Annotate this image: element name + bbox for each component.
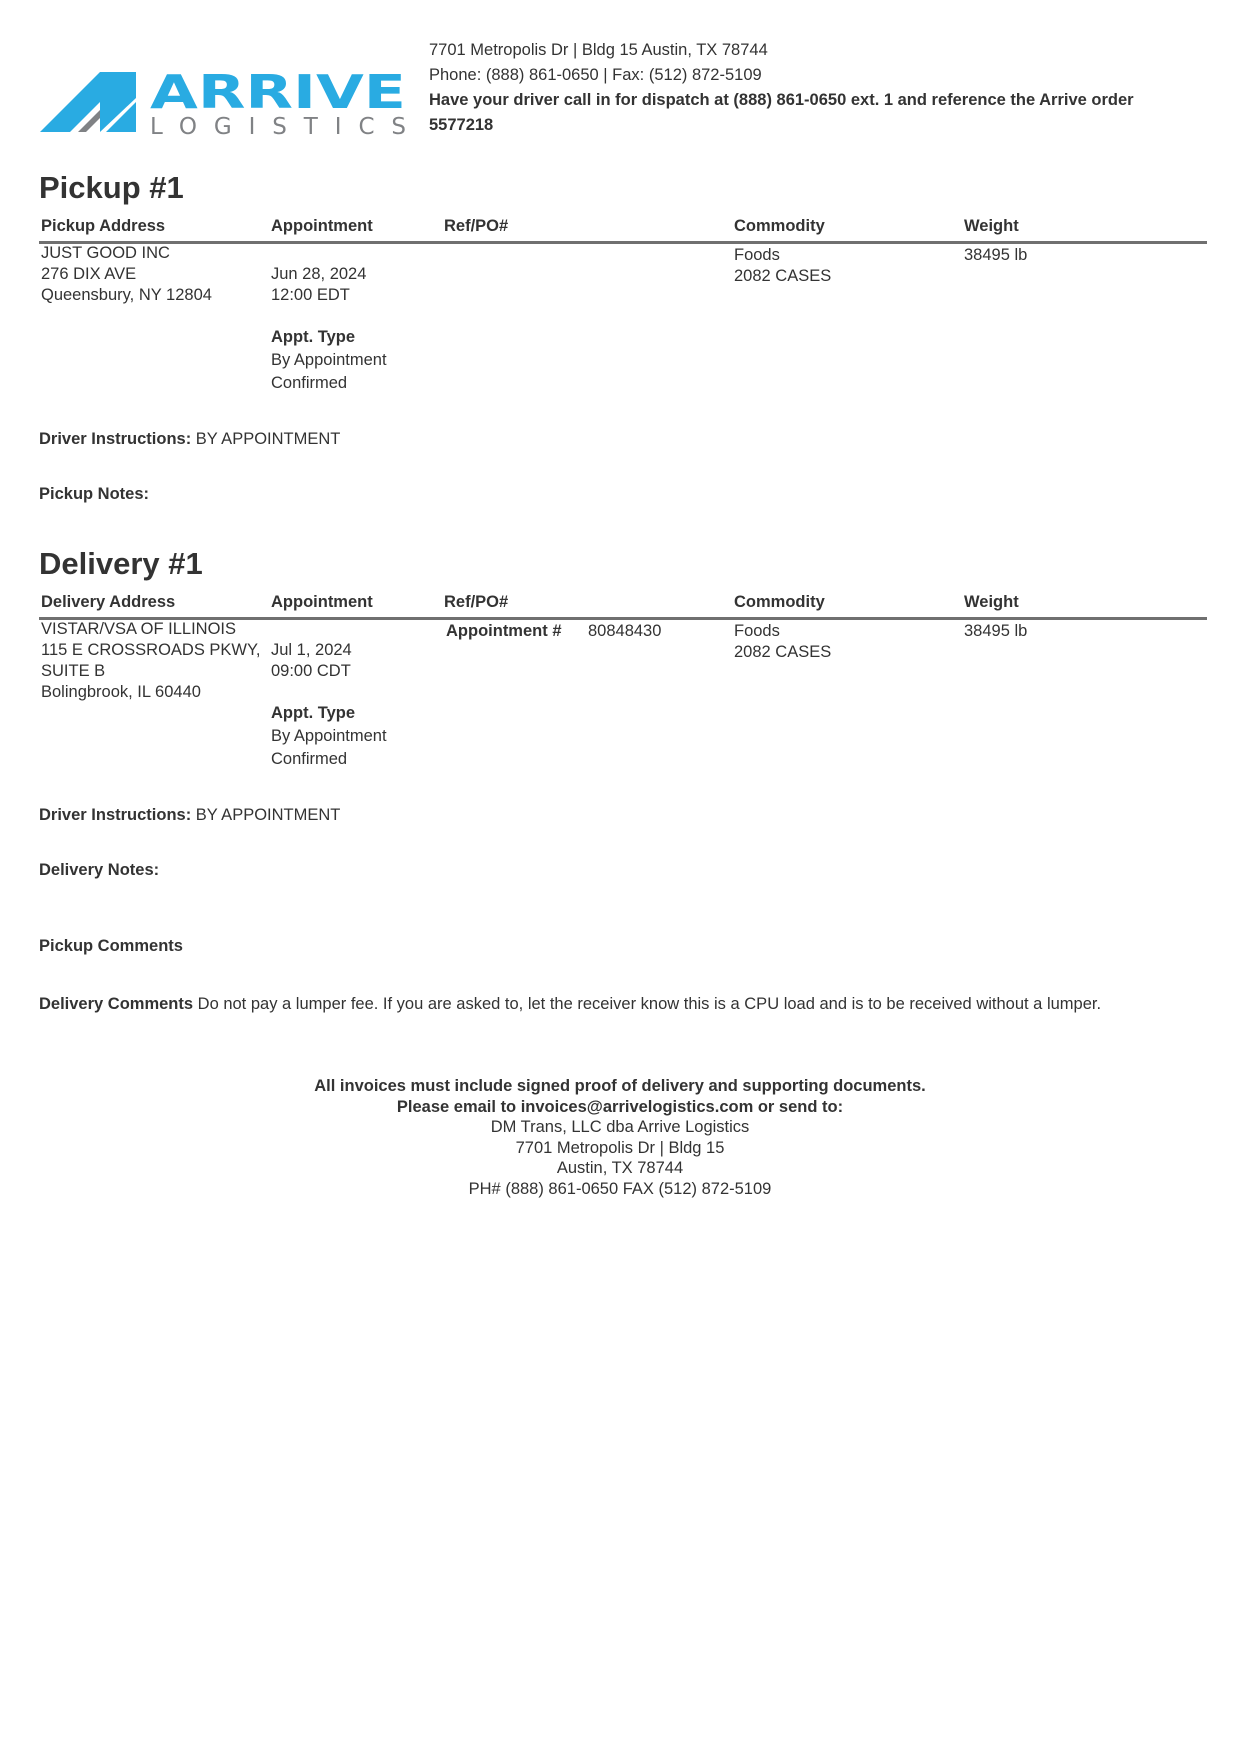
- col-appointment: Appointment: [271, 593, 373, 611]
- company-header-info: [429, 38, 1189, 138]
- delivery-ref-label-text: Appointment #: [446, 622, 562, 640]
- delivery-appt-date: Jul 1, 2024: [271, 641, 352, 659]
- pickup-comments: [39, 937, 183, 956]
- svg-text:LOGISTICS: LOGISTICS: [150, 114, 406, 138]
- delivery-commodity-name: Foods: [734, 622, 780, 640]
- delivery-address-line: 115 E CROSSROADS PKWY,: [41, 641, 261, 659]
- col-delivery-address: Delivery Address: [41, 593, 176, 611]
- delivery-appt-status: Confirmed: [271, 750, 348, 768]
- pickup-address: [41, 243, 212, 306]
- footer-invoice-requirement: All invoices must include signed proof of delivery and supporting documents.: [314, 1077, 926, 1095]
- col-ref-po: Ref/PO#: [444, 217, 509, 235]
- delivery-driver-instructions: [39, 806, 340, 825]
- pickup-commodity-name: Foods: [734, 246, 780, 264]
- col-ref-po: Ref/PO#: [444, 593, 509, 611]
- pickup-appt-type-label: Appt. Type: [271, 328, 356, 346]
- delivery-appt-time: 09:00 CDT: [271, 662, 351, 680]
- pickup-notes: [39, 485, 149, 504]
- invoice-footer: [0, 1076, 1240, 1199]
- pickup-appt-status: Confirmed: [271, 374, 348, 392]
- col-weight: Weight: [964, 593, 1019, 611]
- company-phone-fax: Phone: (888) 861-0650 | Fax: (512) 872-5109: [429, 66, 762, 84]
- delivery-commodity-qty: 2082 CASES: [734, 643, 832, 661]
- col-appointment: Appointment: [271, 217, 373, 235]
- delivery-comments-label: Delivery Comments: [39, 995, 194, 1013]
- col-pickup-address: Pickup Address: [41, 217, 166, 235]
- arrive-logistics-logo: [40, 70, 408, 138]
- delivery-comments-text: Do not pay a lumper fee. If you are asked to, let the receiver know this is a CPU load and is to be received without a lumper.: [197, 995, 1102, 1013]
- pickup-appt-date: Jun 28, 2024: [271, 265, 367, 283]
- delivery-ref-label: [446, 621, 562, 642]
- footer-street: 7701 Metropolis Dr | Bldg 15: [515, 1138, 725, 1157]
- col-commodity: Commodity: [734, 217, 825, 235]
- pickup-appt-time: 12:00 EDT: [271, 286, 350, 304]
- delivery-title: Delivery #1: [39, 546, 203, 581]
- delivery-notes: [39, 861, 159, 880]
- delivery-table-header: [39, 589, 1207, 620]
- pickup-notes-label: Pickup Notes:: [39, 485, 150, 503]
- pickup-table-header: [39, 213, 1207, 244]
- pickup-address-line: 276 DIX AVE: [41, 265, 137, 283]
- pickup-commodity: [734, 245, 831, 287]
- delivery-address-line: VISTAR/VSA OF ILLINOIS: [41, 620, 237, 638]
- pickup-address-line: JUST GOOD INC: [41, 244, 170, 262]
- delivery-ref-value: 80848430: [588, 622, 662, 640]
- pickup-address-line: Queensbury, NY 12804: [41, 286, 212, 304]
- order-number: 5577218: [429, 116, 494, 134]
- delivery-address: [41, 619, 260, 703]
- col-commodity: Commodity: [734, 593, 825, 611]
- footer-company-name: DM Trans, LLC dba Arrive Logistics: [490, 1118, 750, 1136]
- company-address: 7701 Metropolis Dr | Bldg 15 Austin, TX 78744: [429, 41, 768, 59]
- pickup-driver-instructions: [39, 430, 340, 449]
- pickup-comments-label: Pickup Comments: [39, 937, 183, 955]
- delivery-address-line: Bolingbrook, IL 60440: [41, 683, 201, 701]
- delivery-address-line: SUITE B: [41, 662, 106, 680]
- footer-city: Austin, TX 78744: [556, 1159, 684, 1177]
- svg-text:ARRIVE: ARRIVE: [150, 70, 406, 119]
- footer-email-instruction: Please email to invoices@arrivelogistics.com or send to:: [396, 1097, 844, 1116]
- delivery-commodity: [734, 621, 831, 663]
- delivery-driver-instructions-label: Driver Instructions:: [39, 806, 192, 824]
- pickup-driver-instructions-value: BY APPOINTMENT: [195, 430, 341, 448]
- pickup-driver-instructions-label: Driver Instructions:: [39, 430, 192, 448]
- footer-phone-fax: PH# (888) 861-0650 FAX (512) 872-5109: [468, 1179, 772, 1198]
- delivery-appt-type-label: Appt. Type: [271, 704, 356, 722]
- dispatch-note: Have your driver call in for dispatch at (888) 861-0650 ext. 1 and reference the Arrive order: [429, 91, 1134, 109]
- delivery-appointment: [271, 640, 352, 682]
- pickup-commodity-qty: 2082 CASES: [734, 267, 832, 285]
- pickup-weight: 38495 lb: [964, 246, 1028, 264]
- delivery-weight: 38495 lb: [964, 622, 1028, 640]
- delivery-appt-type: [271, 702, 387, 771]
- delivery-comments: [39, 995, 1209, 1014]
- delivery-driver-instructions-value: BY APPOINTMENT: [195, 806, 341, 824]
- pickup-title: Pickup #1: [39, 170, 184, 205]
- pickup-appointment: [271, 264, 366, 306]
- pickup-appt-type-value: By Appointment: [271, 351, 387, 369]
- delivery-appt-type-value: By Appointment: [271, 727, 387, 745]
- delivery-notes-label: Delivery Notes:: [39, 861, 160, 879]
- col-weight: Weight: [964, 217, 1019, 235]
- pickup-appt-type: [271, 326, 387, 395]
